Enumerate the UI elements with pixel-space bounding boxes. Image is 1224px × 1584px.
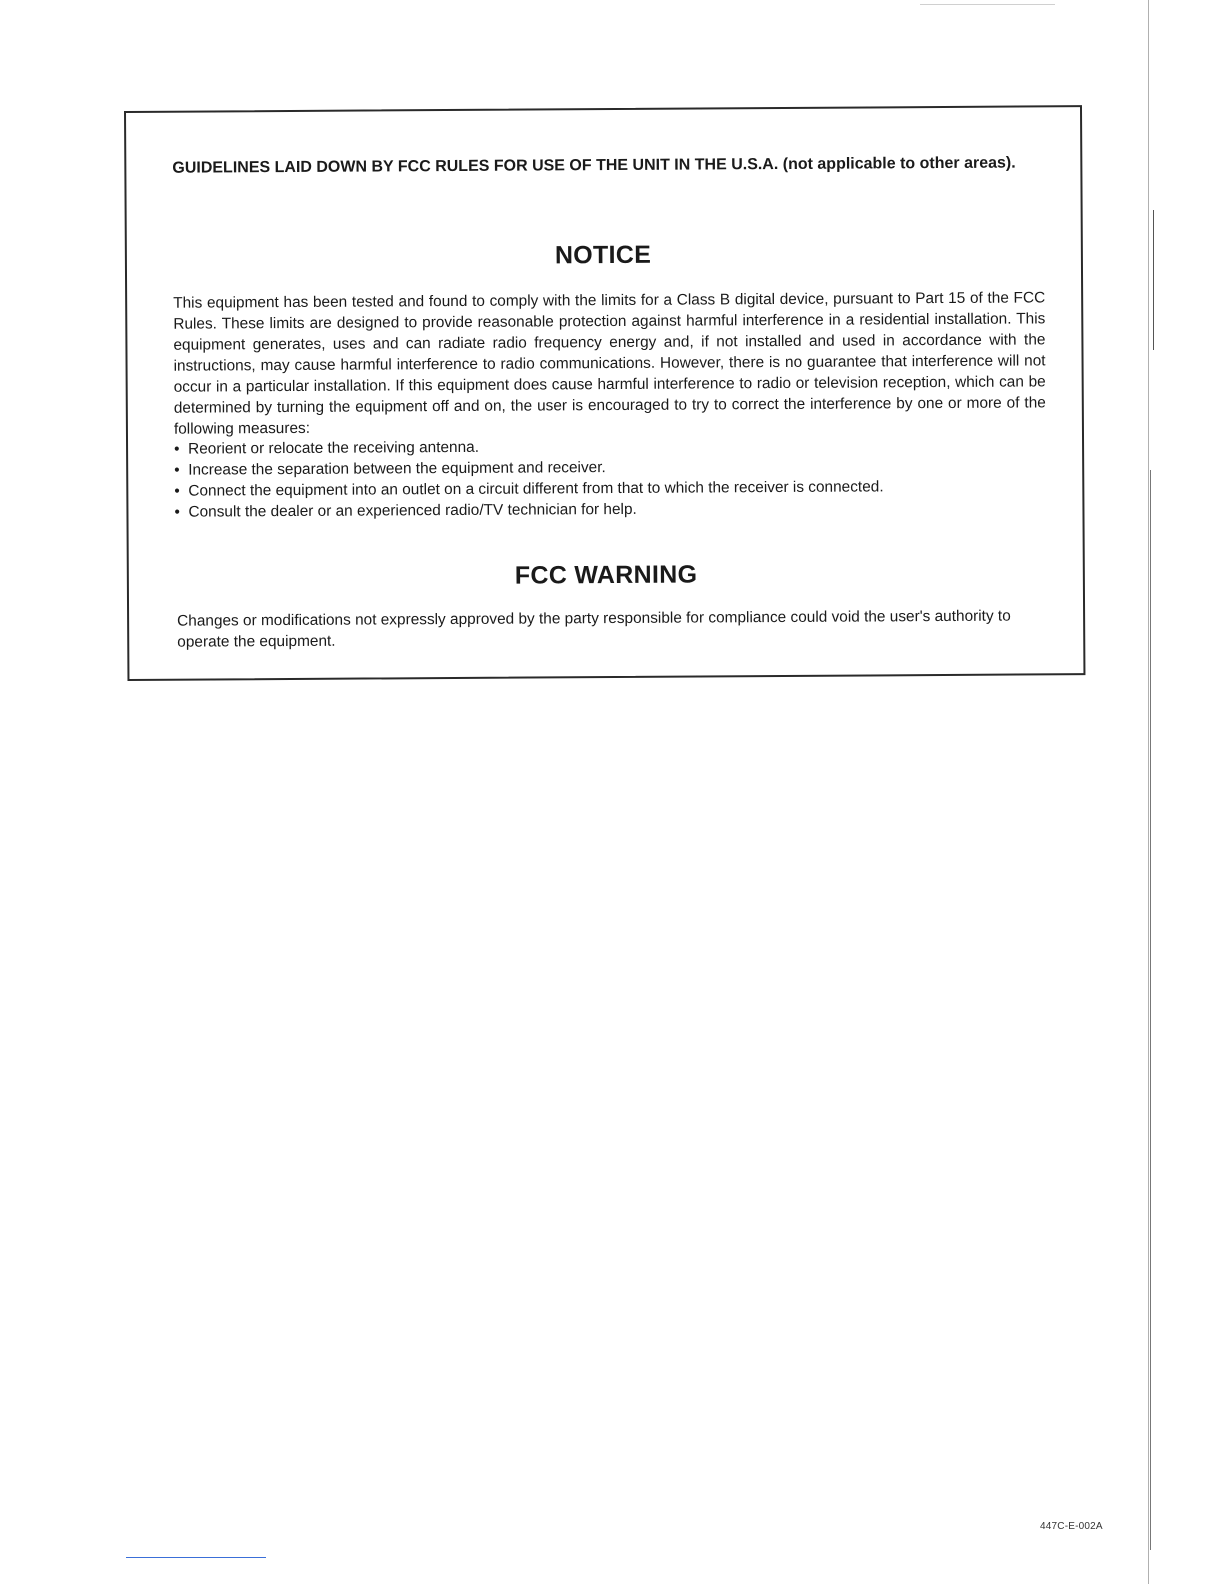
bullet-icon: •	[174, 482, 180, 500]
document-code: 447C-E-002A	[1040, 1521, 1103, 1532]
measures-list	[174, 434, 884, 522]
scan-edge-line-lower	[1150, 470, 1151, 1550]
notice-body: This equipment has been tested and found to comply with the limits for a Class B digital device, pursuant to Part 15 of the FCC Rules. These limits are designed to provide reasonable protection against harmful interference in a residential installation. This equipment generates, uses and can radiate radio frequency energy and, if not installed and used in accordance with the instructions, may cause harmful interference to radio communications. However, there is no guarantee that interference will not occur in a particular installation. If this equipment does cause harmful interference to radio or television reception, which can be determined by turning the equipment off and on, the user is encouraged to try to correct the interference by one or more of the following measures:	[173, 289, 1046, 438]
guidelines-heading: GUIDELINES LAID DOWN BY FCC RULES FOR USE OF THE UNIT IN THE U.S.A. (not applicable to other areas).	[172, 154, 1016, 177]
measure-text: Consult the dealer or an experienced radio/TV technician for help.	[188, 500, 637, 521]
measure-text: Connect the equipment into an outlet on a circuit different from that to which the receiver is connected.	[188, 478, 884, 500]
list-item	[174, 476, 883, 501]
notice-title: NOTICE	[554, 240, 652, 270]
measure-text: Increase the separation between the equipment and receiver.	[188, 459, 606, 479]
fcc-warning-title: FCC WARNING	[514, 560, 698, 590]
fcc-notice-box	[124, 105, 1085, 681]
scan-edge-line	[1148, 0, 1149, 1584]
bullet-icon: •	[174, 461, 180, 479]
measure-text: Reorient or relocate the receiving antenna.	[188, 438, 480, 458]
scan-edge-mark	[1153, 210, 1154, 350]
fcc-warning-body: Changes or modifications not expressly approved by the party responsible for compliance could void the user's authority to operate the equipment.	[177, 607, 1011, 651]
scan-underline-mark	[126, 1557, 266, 1558]
scan-smudge	[920, 4, 1055, 5]
bullet-icon: •	[174, 440, 180, 458]
bullet-icon: •	[174, 503, 180, 521]
list-item	[174, 497, 883, 522]
